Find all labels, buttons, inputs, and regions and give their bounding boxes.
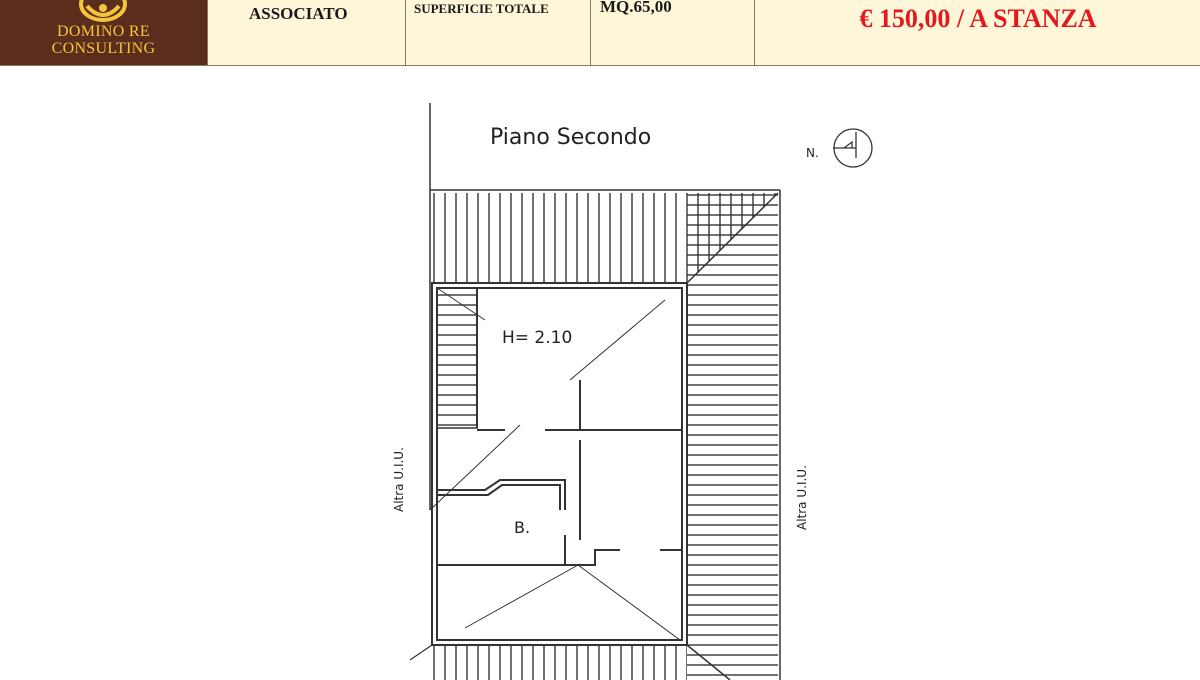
company-logo[interactable] — [0, 0, 207, 65]
bathroom-label: B. — [514, 518, 531, 537]
header-cell-price — [754, 0, 1200, 65]
header-cell-associato — [207, 0, 406, 65]
header-cell-superficie — [405, 0, 591, 65]
listing-header-bar — [0, 0, 1200, 66]
logo-line-2: CONSULTING — [51, 40, 156, 57]
logo-line-1: DOMINO RE — [57, 23, 150, 40]
north-arrow-icon — [833, 129, 872, 167]
area-value: MQ.65,00 — [600, 0, 672, 16]
north-label: N. — [806, 146, 819, 160]
right-neighbor-label: Altra U.I.U. — [795, 465, 809, 530]
superficie-label: SUPERFICIE TOTALE — [414, 1, 549, 16]
header-cell-mq — [590, 0, 755, 65]
left-neighbor-label: Altra U.I.U. — [392, 447, 406, 512]
associato-text: ASSOCIATO — [249, 4, 348, 23]
price-text: € 150,00 / A STANZA — [859, 4, 1097, 33]
ceiling-height: H= 2.10 — [502, 328, 573, 348]
gold-emblem-icon — [73, 0, 133, 24]
floor-title: Piano Secondo — [490, 125, 652, 150]
floor-plan — [0, 65, 1200, 680]
